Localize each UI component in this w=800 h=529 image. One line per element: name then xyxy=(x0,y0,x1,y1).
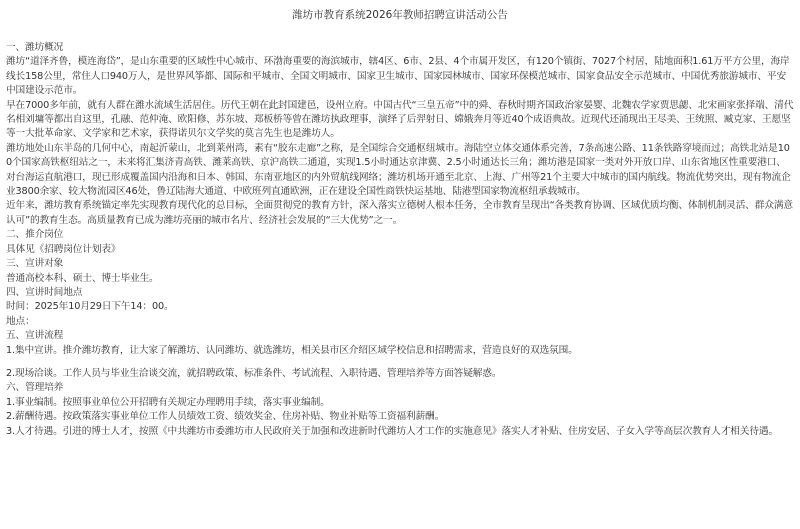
section-heading-audience: 三、宣讲对象 xyxy=(6,258,64,270)
positions-text xyxy=(6,243,794,257)
section-heading-management: 六、管理培养 xyxy=(6,382,64,394)
section-heading-positions: 二、推介岗位 xyxy=(6,229,64,241)
position-plan-link[interactable]: 具体见《招聘岗位计划表》 xyxy=(6,243,121,255)
section-heading-time-place: 四、宣讲时间地点 xyxy=(6,286,83,298)
management-item-2: 2.薪酬待遇。按政策落实事业单位工作人员绩效工资、绩效奖金、住房补贴、物业补贴等工资福利薪酬。 xyxy=(6,411,445,423)
overview-paragraph-1: 潍坊“道泽齐鲁，模连海岱”，是山东重要的区域性中心城市、环渤海重要的海滨城市，辖4区、6市、2县、4个市属开发区，有120个镇街、7027个村居，陆地面积1.61万平方公里，海岸线长158公里，常住人口940万人，是世界风筝都、国际和平城市、全国文明城市、国家卫生城市、国家园林城市、国家环保模范城市、国家食品安全示范城市、中国优秀旅游城市、平安中国建设示范市。 xyxy=(6,56,790,97)
management-item-1: 1.事业编制。按照事业单位公开招聘有关规定办理聘用手续，落实事业编制。 xyxy=(6,396,330,408)
page-title: 潍坊市教育系统2026年教师招聘宣讲活动公告 xyxy=(292,9,508,21)
section-heading-overview: 一、潍坊概况 xyxy=(6,42,64,53)
overview-paragraph-2: 早在7000多年前，就有人群在潍水流域生活居住。历代王朝在此封国建邑，设州立府。中国古代“三皇五帝”中的舜、春秋时期齐国政治家晏婴、北魏农学家贾思勰、北宋画家张择端、清代名相刘墉等都出自这里，孔融、范仲淹、欧阳修、苏东坡、郑板桥等曾在潍坊执政理事，演绎了后羿射日、嫦娥奔月等近40个成语典故。近现代还涌现出王尽美、王统照、臧克家、王愿坚等一大批革命家、文学家和艺术家，获得诺贝尔文学奖的莫言先生也是潍坊人。 xyxy=(6,99,794,140)
audience-text: 普通高校本科、硕士、博士毕业生。 xyxy=(6,272,159,284)
management-item-3: 3.人才待遇。引进的博士人才，按照《中共潍坊市委潍坊市人民政府关于加强和改进新时代潍坊人才工作的实施意见》落实人才补贴、住房安居、子女入学等高层次教育人才相关待遇。 xyxy=(6,425,778,437)
section-heading-process: 五、宣讲流程 xyxy=(6,330,64,342)
event-place: 地点： xyxy=(6,315,35,327)
overview-paragraph-3: 潍坊地处山东半岛的几何中心，南起沂蒙山，北到莱州湾，素有“胶东走廊”之称，是全国综合交通枢纽城市。海陆空立体交通体系完善，7条高速公路、11条铁路穿境而过；高铁北站是100个国家高铁枢纽站之一，未来将汇集济青高铁、潍莱高铁、京沪高铁二通道，实现1.5小时通达京津冀、2.5小时通达长三角；潍坊港是国家一类对外开放口岸、山东省地区性重要港口、对台海运直航港口，现已形成覆盖国内沿海和日本、韩国、东南亚地区的内外贸航线网络；潍坊机场开通至北京、上海、广州等21个主要大中城市的国内航线。物流优势突出，现有物流企业3800余家、较大物流园区46处，鲁辽陆海大通道、中欧班列直通欧洲，正在建设全国性商铁快运基地、陆港型国家物流枢纽承载城市。 xyxy=(6,142,791,198)
overview-paragraph-4: 近年来，潍坊教育系统锚定率先实现教育现代化的总目标，全面贯彻党的教育方针，深入落实立德树人根本任务，全市教育呈现出“各类教育协调、区域优质均衡、体制机制灵活、群众满意认可”的教育生态。高质量教育已成为潍坊亮丽的城市名片、经济社会发展的“三大优势”之一。 xyxy=(6,200,793,226)
event-time: 时间：2025年10月29日下午14：00。 xyxy=(6,301,174,313)
process-item-1: 1.集中宣讲。推介潍坊教育，让大家了解潍坊、认同潍坊、就选潍坊，相关县市区介绍区域学校信息和招聘需求，营造良好的双选氛围。 xyxy=(6,344,578,356)
process-item-2: 2.现场洽谈。工作人员与毕业生洽谈交流，就招聘政策、标准条件、考试流程、入职待遇、管理培养等方面答疑解惑。 xyxy=(6,367,502,379)
